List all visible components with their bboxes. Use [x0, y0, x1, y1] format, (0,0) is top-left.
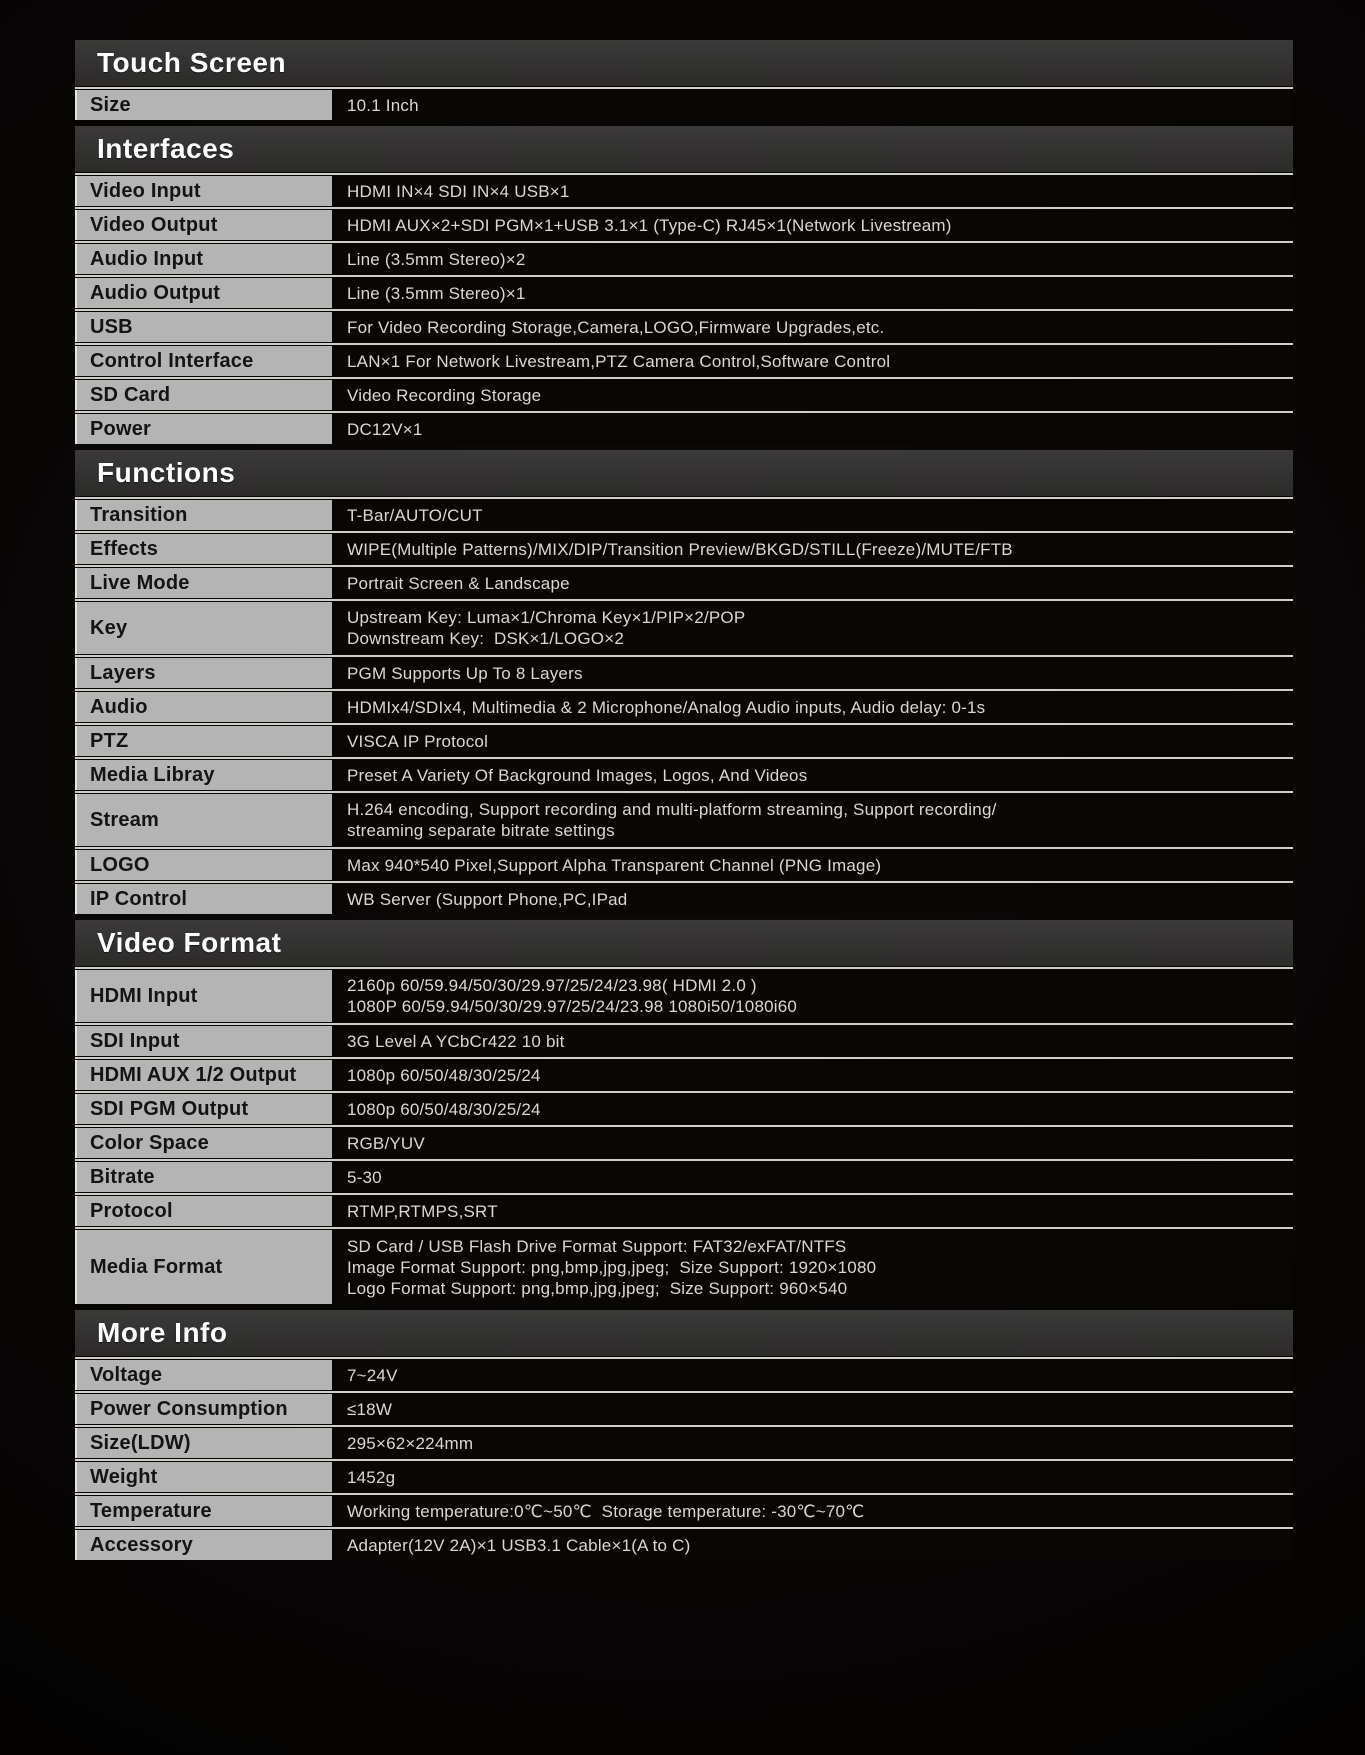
value-line: HDMI AUX×2+SDI PGM×1+USB 3.1×1 (Type-C) RJ45×1(Network Livestream) — [347, 215, 952, 235]
section-functions — [75, 450, 1293, 914]
value-line: SD Card / USB Flash Drive Format Support: FAT32/exFAT/NTFS — [347, 1236, 847, 1256]
spec-row-logo — [75, 850, 1293, 880]
value-line: Adapter(12V 2A)×1 USB3.1 Cable×1(A to C) — [347, 1535, 691, 1555]
spec-value-color-space — [332, 1128, 1293, 1158]
spec-value-ptz — [332, 726, 1293, 756]
spec-row-bitrate — [75, 1162, 1293, 1192]
spec-label-ptz: PTZ — [75, 726, 332, 756]
value-line: Line (3.5mm Stereo)×1 — [347, 283, 526, 303]
value-line: 5-30 — [347, 1167, 382, 1187]
value-line: HDMIx4/SDIx4, Multimedia & 2 Microphone/Analog Audio inputs, Audio delay: 0-1s — [347, 697, 986, 717]
spec-value-hdmi-aux-1-2-output — [332, 1060, 1293, 1090]
spec-row-accessory — [75, 1530, 1293, 1560]
value-line: VISCA IP Protocol — [347, 731, 489, 751]
spec-row-weight — [75, 1462, 1293, 1492]
value-line: 3G Level A YCbCr422 10 bit — [347, 1031, 565, 1051]
spec-row-hdmi-input — [75, 970, 1293, 1022]
value-line: 295×62×224mm — [347, 1433, 474, 1453]
spec-value-effects — [332, 534, 1293, 564]
value-line: Line (3.5mm Stereo)×2 — [347, 249, 526, 269]
spec-row-media-format — [75, 1230, 1293, 1304]
spec-label-ip-control: IP Control — [75, 884, 332, 914]
section-interfaces — [75, 126, 1293, 444]
spec-label-hdmi-input: HDMI Input — [75, 970, 332, 1022]
spec-value-size-ldw — [332, 1428, 1293, 1458]
value-line: 1080p 60/50/48/30/25/24 — [347, 1065, 541, 1085]
section-title-more-info: More Info — [75, 1310, 1293, 1356]
spec-value-control-interface — [332, 346, 1293, 376]
spec-value-protocol — [332, 1196, 1293, 1226]
value-line: PGM Supports Up To 8 Layers — [347, 663, 583, 683]
spec-label-bitrate: Bitrate — [75, 1162, 332, 1192]
spec-table — [75, 40, 1293, 1560]
spec-label-control-interface: Control Interface — [75, 346, 332, 376]
spec-row-live-mode — [75, 568, 1293, 598]
spec-value-transition — [332, 500, 1293, 530]
spec-label-video-input: Video Input — [75, 176, 332, 206]
spec-label-transition: Transition — [75, 500, 332, 530]
spec-label-sd-card: SD Card — [75, 380, 332, 410]
value-line: 7~24V — [347, 1365, 398, 1385]
spec-value-usb — [332, 312, 1293, 342]
value-line: Image Format Support: png,bmp,jpg,jpeg; Size Support: 1920×1080 — [347, 1257, 877, 1277]
spec-value-layers — [332, 658, 1293, 688]
spec-row-usb — [75, 312, 1293, 342]
spec-label-weight: Weight — [75, 1462, 332, 1492]
spec-row-audio-output — [75, 278, 1293, 308]
spec-label-media-format: Media Format — [75, 1230, 332, 1304]
value-line: RGB/YUV — [347, 1133, 425, 1153]
spec-row-sdi-pgm-output — [75, 1094, 1293, 1124]
spec-label-sdi-pgm-output: SDI PGM Output — [75, 1094, 332, 1124]
spec-label-protocol: Protocol — [75, 1196, 332, 1226]
spec-value-bitrate — [332, 1162, 1293, 1192]
spec-label-video-output: Video Output — [75, 210, 332, 240]
value-line: HDMI IN×4 SDI IN×4 USB×1 — [347, 181, 570, 201]
spec-label-power-consumption: Power Consumption — [75, 1394, 332, 1424]
value-line: Preset A Variety Of Background Images, Logos, And Videos — [347, 765, 808, 785]
spec-label-temperature: Temperature — [75, 1496, 332, 1526]
spec-value-accessory — [332, 1530, 1293, 1560]
value-line: For Video Recording Storage,Camera,LOGO,Firmware Upgrades,etc. — [347, 317, 885, 337]
spec-value-voltage — [332, 1360, 1293, 1390]
spec-label-hdmi-aux-1-2-output: HDMI AUX 1/2 Output — [75, 1060, 332, 1090]
spec-value-size — [332, 90, 1293, 120]
value-line: H.264 encoding, Support recording and multi-platform streaming, Support recording/ — [347, 800, 997, 819]
spec-row-ip-control — [75, 884, 1293, 914]
spec-label-effects: Effects — [75, 534, 332, 564]
value-line: ≤18W — [347, 1399, 393, 1419]
spec-row-key — [75, 602, 1293, 654]
spec-row-hdmi-aux-1-2-output — [75, 1060, 1293, 1090]
value-line: Portrait Screen & Landscape — [347, 573, 570, 593]
value-line: WIPE(Multiple Patterns)/MIX/DIP/Transition Preview/BKGD/STILL(Freeze)/MUTE/FTB — [347, 539, 1013, 559]
spec-value-sdi-input — [332, 1026, 1293, 1056]
value-line: Upstream Key: Luma×1/Chroma Key×1/PIP×2/POP — [347, 608, 746, 627]
spec-value-ip-control — [332, 884, 1293, 914]
spec-row-size-ldw — [75, 1428, 1293, 1458]
spec-value-video-input — [332, 176, 1293, 206]
spec-row-power-consumption — [75, 1394, 1293, 1424]
spec-row-layers — [75, 658, 1293, 688]
spec-value-weight — [332, 1462, 1293, 1492]
section-title-interfaces: Interfaces — [75, 126, 1293, 172]
spec-row-media-libray — [75, 760, 1293, 790]
spec-row-audio — [75, 692, 1293, 722]
value-line: Working temperature:0℃~50℃ Storage temperature: -30℃~70℃ — [347, 1501, 865, 1521]
spec-label-key: Key — [75, 602, 332, 654]
spec-value-key — [332, 602, 1293, 654]
spec-value-audio — [332, 692, 1293, 722]
section-touch-screen — [75, 40, 1293, 120]
value-line: 1452g — [347, 1467, 396, 1487]
value-line: 10.1 Inch — [347, 95, 419, 115]
spec-label-layers: Layers — [75, 658, 332, 688]
section-title-touch-screen: Touch Screen — [75, 40, 1293, 86]
spec-row-video-output — [75, 210, 1293, 240]
spec-row-video-input — [75, 176, 1293, 206]
spec-row-control-interface — [75, 346, 1293, 376]
spec-value-sd-card — [332, 380, 1293, 410]
spec-row-sdi-input — [75, 1026, 1293, 1056]
value-line: Logo Format Support: png,bmp,jpg,jpeg; Size Support: 960×540 — [347, 1278, 848, 1298]
value-line: 1080p 60/50/48/30/25/24 — [347, 1099, 541, 1119]
spec-value-media-format — [332, 1230, 1293, 1304]
spec-value-live-mode — [332, 568, 1293, 598]
spec-label-size-ldw: Size(LDW) — [75, 1428, 332, 1458]
spec-value-sdi-pgm-output — [332, 1094, 1293, 1124]
spec-row-audio-input — [75, 244, 1293, 274]
spec-value-power — [332, 414, 1293, 444]
spec-label-voltage: Voltage — [75, 1360, 332, 1390]
spec-row-effects — [75, 534, 1293, 564]
value-line: T-Bar/AUTO/CUT — [347, 505, 483, 525]
spec-label-audio-output: Audio Output — [75, 278, 332, 308]
spec-label-audio-input: Audio Input — [75, 244, 332, 274]
value-line: WB Server (Support Phone,PC,IPad — [347, 889, 628, 909]
section-title-video-format: Video Format — [75, 920, 1293, 966]
spec-label-color-space: Color Space — [75, 1128, 332, 1158]
value-line: 2160p 60/59.94/50/30/29.97/25/24/23.98( HDMI 2.0 ) — [347, 976, 757, 995]
spec-value-power-consumption — [332, 1394, 1293, 1424]
spec-row-temperature — [75, 1496, 1293, 1526]
value-line: LAN×1 For Network Livestream,PTZ Camera Control,Software Control — [347, 351, 891, 371]
spec-label-logo: LOGO — [75, 850, 332, 880]
spec-label-size: Size — [75, 90, 332, 120]
spec-value-logo — [332, 850, 1293, 880]
spec-row-ptz — [75, 726, 1293, 756]
spec-row-protocol — [75, 1196, 1293, 1226]
value-line: Downstream Key: DSK×1/LOGO×2 — [347, 629, 624, 648]
section-video-format — [75, 920, 1293, 1304]
value-line: DC12V×1 — [347, 419, 423, 439]
spec-value-temperature — [332, 1496, 1293, 1526]
spec-row-power — [75, 414, 1293, 444]
spec-label-audio: Audio — [75, 692, 332, 722]
spec-row-voltage — [75, 1360, 1293, 1390]
spec-value-media-libray — [332, 760, 1293, 790]
spec-row-color-space — [75, 1128, 1293, 1158]
value-line: RTMP,RTMPS,SRT — [347, 1201, 498, 1221]
section-more-info — [75, 1310, 1293, 1560]
spec-label-power: Power — [75, 414, 332, 444]
value-line: Video Recording Storage — [347, 385, 542, 405]
spec-value-audio-input — [332, 244, 1293, 274]
spec-value-stream — [332, 794, 1293, 846]
spec-value-hdmi-input — [332, 970, 1293, 1022]
spec-row-size — [75, 90, 1293, 120]
value-line: Max 940*540 Pixel,Support Alpha Transparent Channel (PNG Image) — [347, 855, 882, 875]
spec-label-sdi-input: SDI Input — [75, 1026, 332, 1056]
spec-label-stream: Stream — [75, 794, 332, 846]
spec-value-audio-output — [332, 278, 1293, 308]
value-line: streaming separate bitrate settings — [347, 821, 615, 840]
spec-row-stream — [75, 794, 1293, 846]
value-line: 1080P 60/59.94/50/30/29.97/25/24/23.98 1080i50/1080i60 — [347, 997, 798, 1016]
spec-label-usb: USB — [75, 312, 332, 342]
spec-label-accessory: Accessory — [75, 1530, 332, 1560]
spec-row-transition — [75, 500, 1293, 530]
spec-row-sd-card — [75, 380, 1293, 410]
spec-value-video-output — [332, 210, 1293, 240]
spec-label-live-mode: Live Mode — [75, 568, 332, 598]
section-title-functions: Functions — [75, 450, 1293, 496]
spec-label-media-libray: Media Libray — [75, 760, 332, 790]
